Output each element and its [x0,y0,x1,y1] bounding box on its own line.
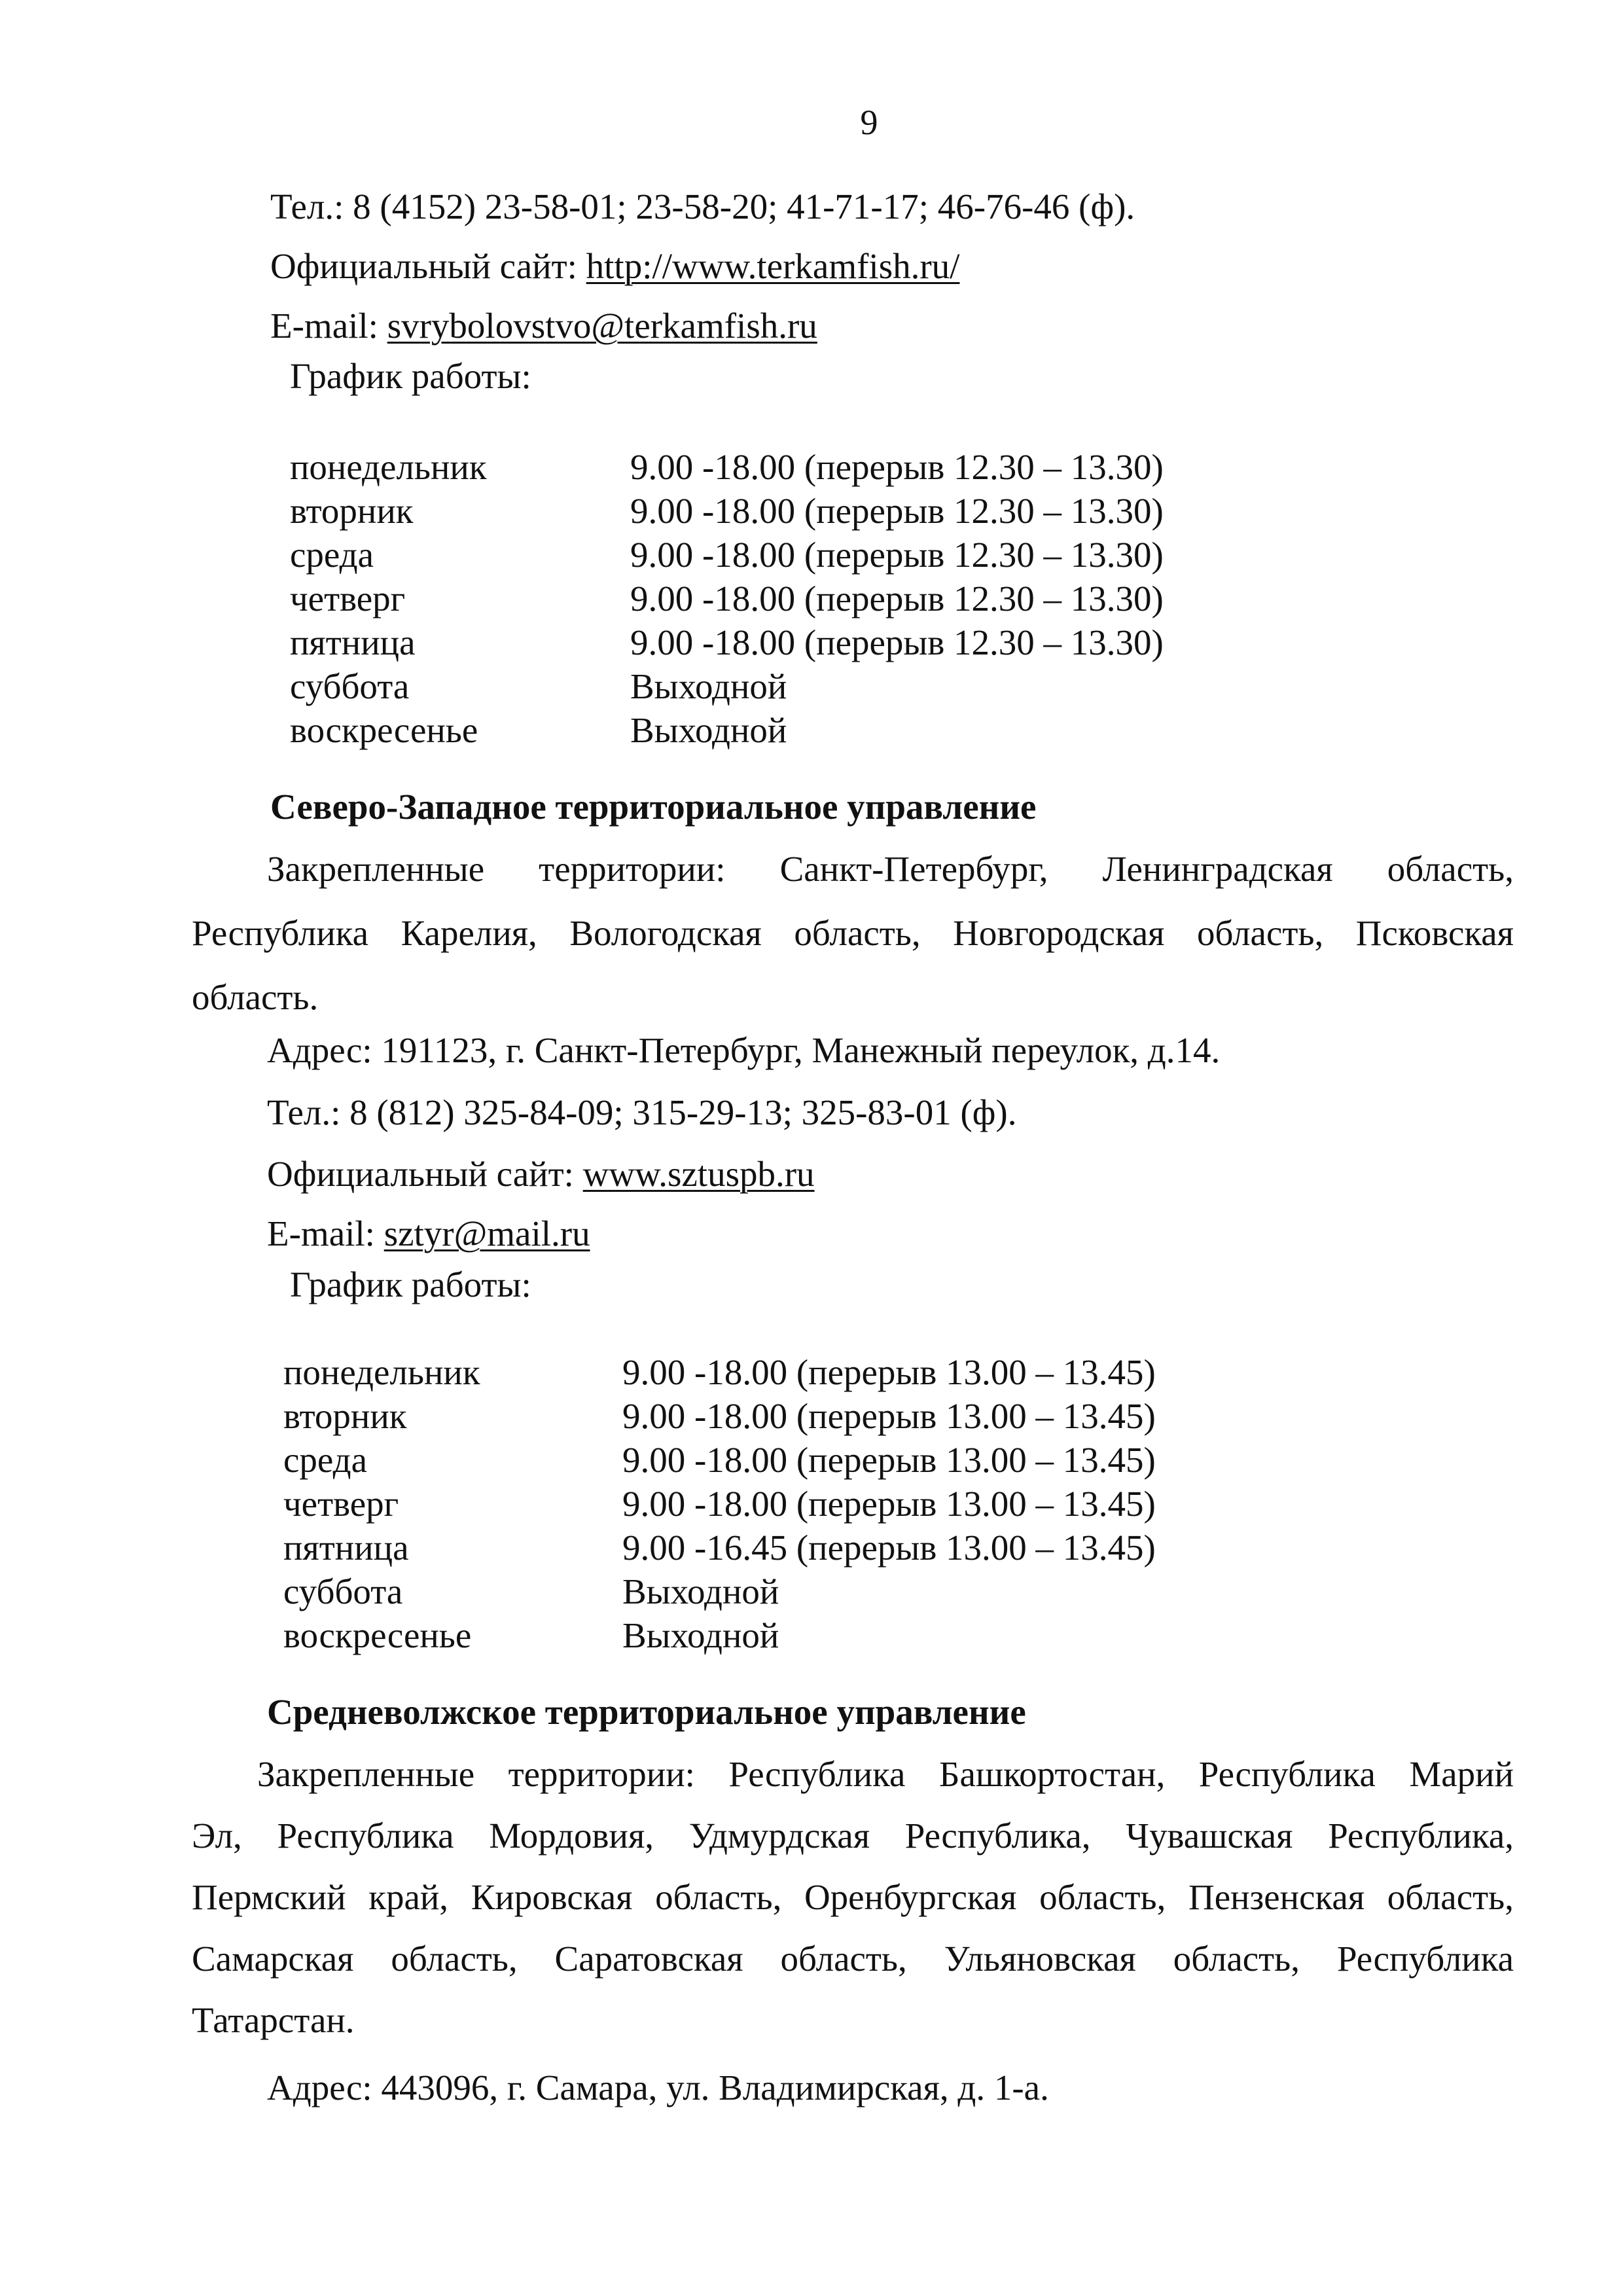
schedule-day: воскресенье [283,1615,472,1655]
block1-email-line [270,308,817,344]
block2-schedule-title: График работы: [290,1265,531,1304]
block1-site-link[interactable]: http://www.terkamfish.ru/ [586,246,960,286]
schedule-time: 9.00 -18.00 (перерыв 12.30 – 13.30) [630,491,1164,531]
schedule-day: воскресенье [290,710,478,750]
schedule-time: 9.00 -18.00 (перерыв 12.30 – 13.30) [630,579,1164,619]
schedule-time: Выходной [630,666,787,706]
schedule-row [283,1354,1330,1398]
schedule-row [283,1530,1330,1573]
block2-address: Адрес: 191123, г. Санкт-Петербург, Манежный переулок, д.14. [267,1030,1221,1070]
schedule-time: 9.00 -18.00 (перерыв 13.00 – 13.45) [622,1484,1156,1524]
schedule-day: четверг [290,579,406,619]
schedule-day: пятница [290,622,416,662]
block2-email-link[interactable]: sztyr@mail.ru [383,1213,590,1253]
schedule-day: понедельник [283,1352,480,1392]
schedule-day: среда [283,1440,367,1480]
block2-site-line [267,1156,815,1192]
block2-site-link[interactable]: www.sztuspb.ru [582,1154,815,1194]
block1-email-label: E-mail: [270,306,387,346]
schedule-time: Выходной [622,1615,779,1655]
block2-phone: Тел.: 8 (812) 325-84-09; 315-29-13; 325-83-01 (ф). [267,1092,1017,1132]
block3-territories-line: Татарстан. [192,2000,355,2040]
schedule-row [290,493,1337,537]
schedule-time: Выходной [630,710,787,750]
block2-email-label: E-mail: [267,1213,384,1253]
schedule-time: 9.00 -18.00 (перерыв 12.30 – 13.30) [630,622,1164,662]
schedule-row [290,712,1337,756]
schedule-row [283,1442,1330,1486]
schedule-time: 9.00 -18.00 (перерыв 13.00 – 13.45) [622,1396,1156,1436]
block3-territories-line: Пермский край, Кировская область, Оренбургская область, Пензенская область, [192,1877,1514,1917]
schedule-row [283,1486,1330,1530]
schedule-time: 9.00 -18.00 (перерыв 12.30 – 13.30) [630,535,1164,575]
schedule-row [283,1573,1330,1617]
block2-heading: Северо-Западное территориальное управление [270,787,1037,827]
schedule-time: Выходной [622,1571,779,1611]
block3-heading: Средневолжское территориальное управление [267,1692,1026,1732]
schedule-time: 9.00 -18.00 (перерыв 13.00 – 13.45) [622,1440,1156,1480]
schedule-day: понедельник [290,447,487,487]
block2-territories-line: область. [192,977,319,1017]
schedule-day: суббота [283,1571,403,1611]
schedule-day: пятница [283,1528,409,1568]
schedule-row [290,668,1337,712]
schedule-time: 9.00 -18.00 (перерыв 13.00 – 13.45) [622,1352,1156,1392]
schedule-day: вторник [283,1396,407,1436]
schedule-row [290,624,1337,668]
block1-email-link[interactable]: svrybolovstvo@terkamfish.ru [387,306,817,346]
schedule-row [283,1398,1330,1442]
schedule-row [290,537,1337,581]
block2-site-label: Официальный сайт: [267,1154,583,1194]
schedule-time: 9.00 -18.00 (перерыв 12.30 – 13.30) [630,447,1164,487]
block1-phone: Тел.: 8 (4152) 23-58-01; 23-58-20; 41-71-17; 46-76-46 (ф). [270,187,1135,226]
schedule-day: суббота [290,666,410,706]
block3-territories-line: Эл, Республика Мордовия, Удмурдская Республика, Чувашская Республика, [192,1816,1514,1856]
schedule-day: вторник [290,491,414,531]
block3-territories-line: Самарская область, Саратовская область, Ульяновская область, Республика [192,1939,1514,1979]
block1-site-line [270,248,959,284]
block2-email-line [267,1215,590,1251]
block1-schedule [290,449,1337,756]
block1-schedule-title: График работы: [290,356,531,396]
schedule-day: среда [290,535,374,575]
block2-schedule [283,1354,1330,1661]
schedule-row [290,449,1337,493]
block2-territories-line: Республика Карелия, Вологодская область, Новгородская область, Псковская [192,913,1514,953]
block3-territories-line: Закрепленные территории: Республика Башкортостан, Республика Марий [257,1754,1514,1794]
block3-address: Адрес: 443096, г. Самара, ул. Владимирская, д. 1-а. [267,2068,1049,2108]
block1-site-label: Официальный сайт: [270,246,586,286]
block2-territories-line: Закрепленные территории: Санкт-Петербург, Ленинградская область, [267,849,1514,889]
schedule-row [283,1617,1330,1661]
page-number: 9 [860,103,878,142]
schedule-day: четверг [283,1484,399,1524]
schedule-time: 9.00 -16.45 (перерыв 13.00 – 13.45) [622,1528,1156,1568]
schedule-row [290,581,1337,624]
